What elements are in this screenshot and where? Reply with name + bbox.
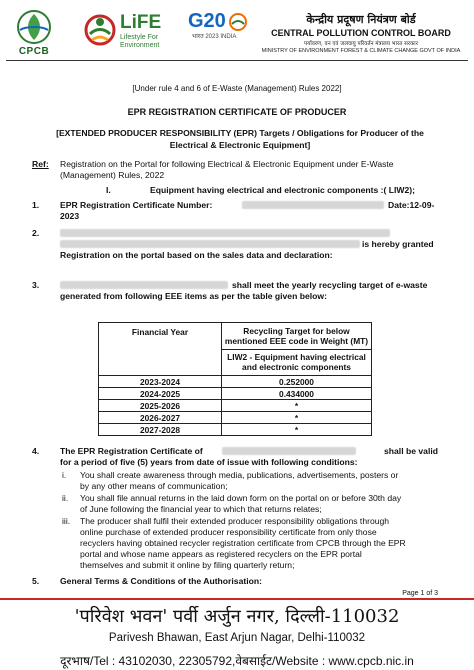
cpcb-emblem-icon xyxy=(6,8,62,46)
para1-number: 1. xyxy=(32,200,40,210)
certificate-title: EPR REGISTRATION CERTIFICATE OF PRODUCER xyxy=(127,107,347,117)
redacted-certificate-number xyxy=(242,201,384,209)
table-row xyxy=(99,376,372,388)
para1-label: EPR Registration Certificate Number: xyxy=(60,200,213,210)
org-name-english: CENTRAL POLLUTION CONTROL BOARD xyxy=(271,28,451,38)
footer-divider xyxy=(0,598,474,600)
certificate-subtitle-line2: Electrical & Electronic Equipment] xyxy=(169,140,311,150)
para5-text: General Terms & Conditions of the Authorisation: xyxy=(60,576,262,586)
ref-label: Ref: xyxy=(32,159,49,169)
target-cell: * xyxy=(222,412,372,424)
life-logo xyxy=(82,10,172,54)
redacted-company-name-2 xyxy=(222,447,356,455)
condition-iii-line4: portal and whose name appears as registered recyclers on the EPR portal xyxy=(80,549,362,559)
header-divider xyxy=(6,60,468,61)
table-row xyxy=(99,412,372,424)
redacted-company-name xyxy=(60,281,228,289)
header-financial-year: Financial Year xyxy=(99,323,222,376)
redacted-company-address-line2 xyxy=(60,240,360,248)
recycling-target-table xyxy=(98,322,372,436)
year-cell: 2025-2026 xyxy=(99,400,222,412)
year-cell: 2026-2027 xyxy=(99,412,222,424)
para4-lead: The EPR Registration Certificate of xyxy=(60,446,203,456)
footer-address-hindi: 'परिवेश भवन' पर्वी अर्जुन नगर, दिल्ली-110032 xyxy=(74,606,400,627)
target-cell: 0.434000 xyxy=(222,388,372,400)
para3-number: 3. xyxy=(32,280,40,290)
g20-tagline: भारत 2023 INDIA xyxy=(192,34,237,40)
year-cell: 2023-2024 xyxy=(99,376,222,388)
year-cell: 2027-2028 xyxy=(99,424,222,436)
para2-number: 2. xyxy=(32,228,40,238)
condition-ii-line1: You shall file annual returns in the laid down form on the portal on or before 30th day xyxy=(80,493,402,503)
cpcb-logo-text: CPCB xyxy=(18,46,50,57)
redacted-company-address-line1 xyxy=(60,229,390,237)
life-tagline: Lifestyle For Environment xyxy=(120,34,160,49)
year-cell: 2024-2025 xyxy=(99,388,222,400)
condition-i-line1: You shall create awareness through media, publications, advertisements, posters or xyxy=(80,470,399,480)
para1-date: Date:12-09- xyxy=(388,200,435,210)
para4-line2: for a period of five (5) years from date of issue with following conditions: xyxy=(60,457,358,467)
roman-numeral-i: I. xyxy=(106,185,111,195)
table-row xyxy=(99,400,372,412)
g20-logo xyxy=(188,10,248,54)
para2-line3: Registration on the portal based on the sales data and declaration: xyxy=(60,250,333,260)
para3-tail: shall meet the yearly recycling target of e-waste xyxy=(232,280,428,290)
table-row xyxy=(99,424,372,436)
org-name-hindi: केन्द्रीय प्रदूषण नियंत्रण बोर्ड xyxy=(306,13,416,26)
condition-i-number: i. xyxy=(62,470,67,480)
life-wordmark: LiFE xyxy=(120,12,162,33)
target-cell: * xyxy=(222,424,372,436)
para3-line2: generated from following EEE items as per the table given below: xyxy=(60,291,327,301)
rule-reference: [Under rule 4 and 6 of E-Waste (Management) Rules 2022] xyxy=(132,84,342,93)
para5-number: 5. xyxy=(32,576,40,586)
footer-address-english: Parivesh Bhawan, East Arjun Nagar, Delhi-110032 xyxy=(108,632,366,644)
ref-line2: (Management) Rules, 2022 xyxy=(60,170,165,180)
cpcb-logo xyxy=(6,8,62,60)
org-name-block xyxy=(254,12,468,54)
subheader-liw2: LIW2 - Equipment having electrical and electronic components xyxy=(222,349,372,376)
ministry-hindi: पर्यावरण, वन एवं जलवायु परिवर्तन मंत्रालय भारत सरकार xyxy=(304,41,418,47)
condition-ii-number: ii. xyxy=(62,493,69,503)
ref-line1: Registration on the Portal for following Electrical & Electronic Equipment under E-Waste xyxy=(60,159,394,169)
target-cell: * xyxy=(222,400,372,412)
equipment-heading: Equipment having electrical and electronic components :( LIW2); xyxy=(150,185,416,195)
para1-year: 2023 xyxy=(60,211,80,221)
target-cell: 0.252000 xyxy=(222,376,372,388)
table-row xyxy=(99,388,372,400)
condition-iii-line3: recyclers having obtained recycler registration certificate from CPCB through the EPR xyxy=(80,538,406,548)
lotus-globe-icon xyxy=(228,12,248,32)
condition-iii-line5: themselves and submit it online by filing quarterly return; xyxy=(80,560,295,570)
page-number: Page 1 of 3 xyxy=(402,590,438,597)
header-recycling-target: Recycling Target for below mentioned EEE code in Weight (MT) xyxy=(222,323,372,350)
para4-tail: shall be valid xyxy=(384,446,438,456)
condition-i-line2: by any other means of communication; xyxy=(80,481,228,491)
para2-tail: is hereby granted xyxy=(362,239,434,249)
footer-contact: दूरभाष/Tel : 43102030, 22305792,वेबसाईट/Website : www.cpcb.nic.in xyxy=(60,654,414,668)
life-emblem-icon xyxy=(82,10,118,50)
condition-iii-number: iii. xyxy=(62,516,71,526)
para4-number: 4. xyxy=(32,446,40,456)
certificate-subtitle-line1: [EXTENDED PRODUCER RESPONSIBILITY (EPR) Targets / Obligations for Producer of the xyxy=(56,128,424,138)
condition-iii-line2: online purchase of extended producer responsibility certificate from only those xyxy=(80,527,377,537)
condition-ii-line2: of June following the financial year to which that returns relates; xyxy=(80,504,322,514)
condition-iii-line1: The producer shall fulfil their extended producer responsibility obligations through xyxy=(80,516,390,526)
g20-wordmark: G20 xyxy=(188,10,226,32)
letterhead xyxy=(0,0,474,62)
ministry-english: MINISTRY OF ENVIRONMENT FOREST & CLIMATE CHANGE GOVT OF INDIA xyxy=(261,48,461,54)
